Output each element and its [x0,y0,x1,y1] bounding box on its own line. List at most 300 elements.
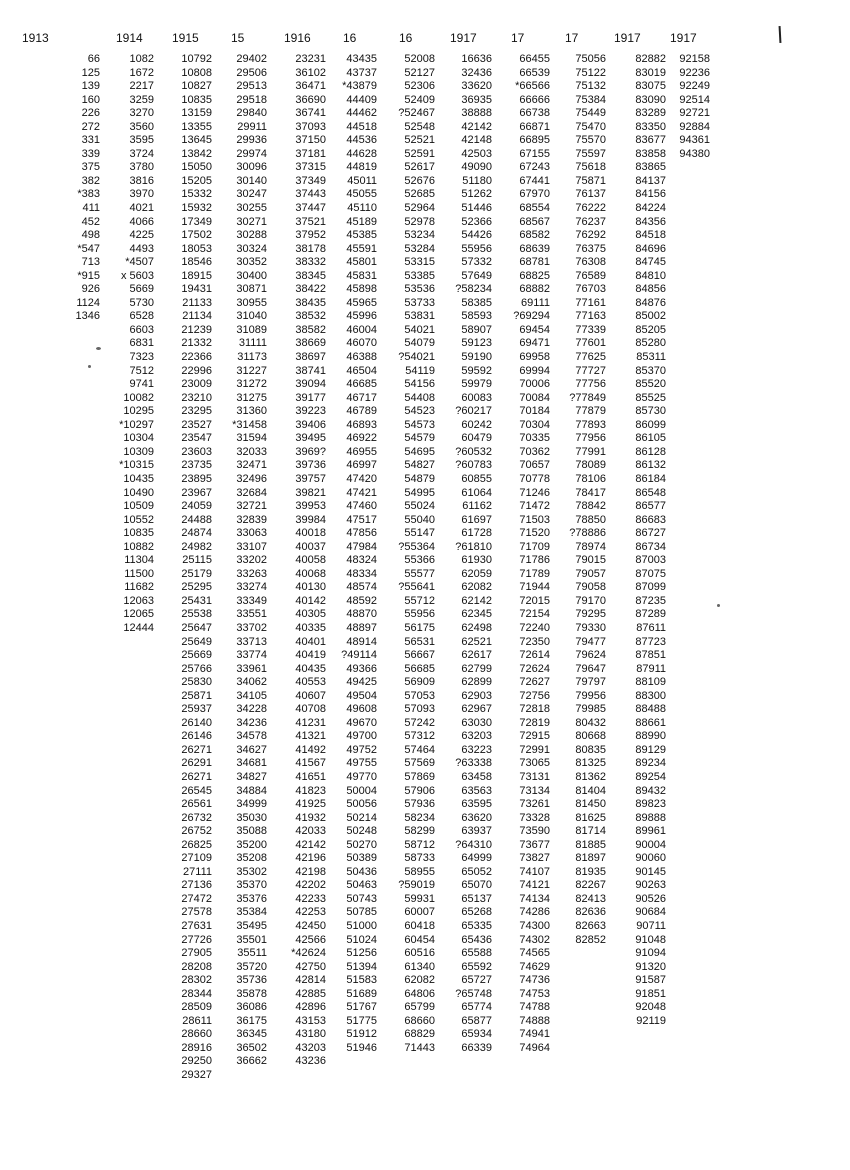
entry: 75122 [575,66,606,79]
entry: 33263 [236,567,267,580]
entry: 72240 [519,621,550,634]
entry: 71944 [519,581,550,594]
entry: ?60532 [455,445,492,458]
entry: 51583 [346,974,377,987]
entry: 66 [87,53,100,65]
scan-speck [88,365,91,368]
entry: *10315 [119,459,154,472]
entry: 50214 [346,811,377,824]
entry: 83090 [635,93,666,106]
entry: 66738 [519,107,550,120]
entry: 7323 [129,351,154,364]
entry: 15332 [181,188,212,201]
entry: 4066 [129,215,154,228]
entry: 5730 [129,296,154,309]
entry: 65436 [461,933,492,946]
entry: 39757 [295,472,326,485]
entry: 36345 [236,1028,267,1041]
entry: 66539 [519,66,550,79]
entry: 35720 [236,960,267,973]
entry: 19431 [181,283,212,296]
entry: 62059 [461,567,492,580]
entry: 41231 [295,716,326,729]
entry: 34105 [236,689,267,702]
entry: 79057 [575,567,606,580]
entry: 51946 [346,1041,377,1054]
entry: 34062 [236,676,267,689]
entry: ?77849 [569,391,606,404]
entry: 78974 [575,540,606,553]
entry: 47460 [346,500,377,513]
entry: 13355 [181,120,212,133]
entry: 72624 [519,662,550,675]
entry: 12063 [123,594,154,607]
entry: 41492 [295,743,326,756]
entry: 60454 [404,933,435,946]
entry: 49504 [346,689,377,702]
entry: 79295 [575,608,606,621]
entry: 35200 [236,838,267,851]
entry: 27726 [181,933,212,946]
entry: 3816 [129,174,154,187]
entry: 139 [81,80,100,93]
entry: 72818 [519,703,550,716]
entry: 39495 [295,432,326,445]
entry: *43879 [342,80,377,93]
entry: 71472 [519,500,550,513]
entry: 52964 [404,202,435,215]
entry: 6528 [129,310,154,323]
entry: 77339 [575,323,606,336]
entry: 57906 [404,784,435,797]
entry: ?64310 [455,838,492,851]
entry: 33274 [236,581,267,594]
entry: 81404 [575,784,606,797]
entry: 32471 [236,459,267,472]
entry: 71503 [519,513,550,526]
entry: 10552 [123,513,154,526]
entry: 80668 [575,730,606,743]
column-entries [150,53,212,1083]
entry: 52521 [404,134,435,147]
entry: 82882 [635,53,666,65]
entry: 51912 [346,1028,377,1041]
entry: 411 [82,202,100,215]
entry: 36502 [236,1041,267,1054]
entry: 74286 [519,906,550,919]
entry: 44462 [346,107,377,120]
entry: 37952 [295,229,326,242]
entry: 33620 [461,80,492,93]
entry: 42750 [295,960,326,973]
entry: 89234 [635,757,666,770]
entry: 36471 [295,80,326,93]
entry: 61930 [461,554,492,567]
entry: 382 [81,174,100,187]
entry: 21133 [182,296,212,309]
entry: 35501 [236,933,267,946]
entry: 60242 [461,418,492,431]
entry: 49755 [346,757,377,770]
entry: 57936 [404,798,435,811]
entry: 45110 [347,202,377,215]
entry: 37349 [295,174,326,187]
column-entries [317,53,377,1055]
entry: 29911 [237,120,267,133]
entry: 79330 [575,621,606,634]
entry: 25649 [181,635,212,648]
entry: 32721 [236,500,267,513]
entry: 125 [81,66,100,79]
entry: 37443 [295,188,326,201]
entry: 75132 [575,80,606,93]
entry: 72991 [519,743,550,756]
entry: 40553 [295,676,326,689]
entry: 38345 [295,269,326,282]
entry: 74888 [519,1014,550,1027]
entry: 66895 [519,134,550,147]
entry: 42142 [461,120,492,133]
entry: 25431 [181,594,212,607]
entry: 92158 [679,53,710,65]
entry: 86105 [635,432,666,445]
entry: 30271 [236,215,267,228]
entry: 91048 [635,933,666,946]
column-header: 1916 [284,31,311,45]
entry: 55040 [404,513,435,526]
entry: 23527 [181,418,212,431]
entry: 50056 [346,798,377,811]
entry: 40037 [295,540,326,553]
entry: 48897 [346,621,377,634]
entry: 42503 [461,147,492,160]
entry: 26561 [181,798,212,811]
entry: 65934 [461,1028,492,1041]
entry: 77161 [575,296,606,309]
entry: 28916 [181,1041,212,1054]
entry: 29250 [181,1055,212,1068]
entry: 73590 [519,825,550,838]
entry: 73827 [519,852,550,865]
entry: 43203 [295,1041,326,1054]
entry: 25295 [181,581,212,594]
entry: 37447 [295,202,326,215]
entry: 11304 [124,554,154,567]
entry: 65070 [461,879,492,892]
column-entries [430,53,492,1055]
entry: ?54021 [398,351,435,364]
entry: 57093 [404,703,435,716]
entry: 51256 [346,947,377,960]
column-header: 1917 [670,31,697,45]
entry: 10827 [181,80,212,93]
entry: 13842 [181,147,212,160]
column-entries [38,53,100,324]
entry: 5669 [129,283,154,296]
column-1 [22,31,100,324]
entry: 94380 [679,147,710,160]
entry: 23967 [181,486,212,499]
entry: 66339 [461,1041,492,1054]
entry: 59979 [461,378,492,391]
entry: 76222 [575,202,606,215]
entry: 56175 [404,621,435,634]
entry: 29402 [236,53,267,65]
entry: 36086 [236,1001,267,1014]
column-header: 1917 [450,31,477,45]
entry: 49670 [346,716,377,729]
entry: 34999 [236,798,267,811]
entry: 56685 [404,662,435,675]
entry: 13645 [181,134,212,147]
entry: 86128 [635,445,666,458]
entry: 375 [81,161,100,174]
entry: 68639 [519,242,550,255]
entry: 75570 [575,134,606,147]
entry: 45055 [346,188,377,201]
entry: 74121 [519,879,550,892]
column-6 [317,31,377,1055]
entry: 53831 [404,310,435,323]
entry: 76375 [575,242,606,255]
entry: 67970 [519,188,550,201]
entry: 52676 [404,174,435,187]
entry: 76589 [575,269,606,282]
entry: 62617 [461,649,492,662]
entry: ?55364 [398,540,435,553]
entry: 27905 [181,947,212,960]
entry: 28302 [181,974,212,987]
entry: 46504 [346,364,377,377]
entry: 1672 [129,66,154,79]
entry: 67441 [519,174,550,187]
entry: 90060 [635,852,666,865]
entry: 32436 [461,66,492,79]
entry: 63458 [461,770,492,783]
entry: 4225 [129,229,154,242]
entry: 7512 [129,364,154,377]
column-entries [373,53,435,1055]
entry: 90711 [636,920,666,932]
entry: 69111 [521,296,550,309]
entry: 452 [81,215,100,228]
entry: 35878 [236,987,267,1000]
entry: 51689 [346,987,377,1000]
entry: 42233 [295,892,326,905]
entry: 36102 [295,66,326,79]
entry: 10490 [123,486,154,499]
entry: 65774 [461,1001,492,1014]
entry: 9741 [129,378,154,391]
entry: 29936 [236,134,267,147]
entry: 85520 [635,378,666,391]
entry: 70184 [519,405,550,418]
entry: 57869 [404,770,435,783]
entry: 68567 [519,215,550,228]
entry: 26291 [181,757,212,770]
entry: 54426 [461,229,492,242]
entry: *383 [77,188,100,201]
entry: 3724 [129,147,154,160]
entry: 23231 [295,53,326,65]
entry: 55147 [404,527,435,540]
entry: 17502 [181,229,212,242]
entry: 65052 [461,865,492,878]
entry: 65799 [404,1001,435,1014]
entry: 26146 [181,730,212,743]
entry: 37181 [295,147,326,160]
entry: 21332 [181,337,212,350]
entry: ?78886 [569,527,606,540]
entry: 79797 [575,676,606,689]
entry: 73134 [519,784,550,797]
entry: 27136 [181,879,212,892]
entry: 79477 [575,635,606,648]
entry: 36741 [295,107,326,120]
entry: 87003 [635,554,666,567]
entry: 47421 [346,486,377,499]
entry: 81897 [575,852,606,865]
entry: 74788 [519,1001,550,1014]
entry: 71246 [519,486,550,499]
entry: 81362 [575,770,606,783]
entry: 39736 [295,459,326,472]
entry: 72756 [519,689,550,702]
entry: 40419 [295,649,326,662]
entry: 75056 [575,53,606,65]
entry: 71789 [519,567,550,580]
entry: 83350 [635,120,666,133]
entry: 12444 [123,621,154,634]
entry: 713 [81,256,100,269]
entry: 58907 [461,323,492,336]
entry: 38332 [295,256,326,269]
entry: 55024 [404,500,435,513]
column-header: 1913 [22,31,49,45]
entry: 90684 [635,906,666,919]
entry: 29506 [236,66,267,79]
entry: 76308 [575,256,606,269]
entry: 38669 [295,337,326,350]
entry: 49366 [346,662,377,675]
entry: 87911 [636,662,666,675]
entry: 53284 [404,242,435,255]
entry: 90145 [635,865,666,878]
entry: 21134 [182,310,212,323]
entry: 52409 [404,93,435,106]
entry: 76137 [575,188,606,201]
entry: *10297 [119,418,154,431]
entry: 73131 [519,770,550,783]
entry: 42142 [295,838,326,851]
entry: 33961 [236,662,267,675]
entry: 40058 [295,554,326,567]
entry: 36175 [236,1014,267,1027]
entry: 38582 [295,323,326,336]
entry: 56667 [404,649,435,662]
entry: x 5603 [120,269,154,282]
entry: 47984 [346,540,377,553]
entry: 39984 [295,513,326,526]
entry: 40435 [295,662,326,675]
entry: 26545 [181,784,212,797]
entry: 52366 [461,215,492,228]
entry: 88300 [635,689,666,702]
entry: 77756 [575,378,606,391]
entry: 39177 [295,391,326,404]
entry: ?61810 [455,540,492,553]
entry: 22366 [181,351,212,364]
entry: 42202 [295,879,326,892]
entry: 54119 [405,364,435,377]
entry: *31458 [232,418,267,431]
entry: 40708 [295,703,326,716]
entry: 57053 [404,689,435,702]
entry: 25871 [181,689,212,702]
entry: 87723 [635,635,666,648]
entry: 52008 [404,53,435,65]
entry: 30096 [236,161,267,174]
entry: 27109 [181,852,212,865]
entry: 69471 [519,337,550,350]
entry: 72819 [519,716,550,729]
entry: 28660 [181,1028,212,1041]
entry: 88109 [635,676,666,689]
entry: 160 [81,93,100,106]
entry: 1082 [129,53,154,65]
entry: 63030 [461,716,492,729]
entry: 10435 [123,472,154,485]
entry: 84745 [635,256,666,269]
entry: ?65748 [455,987,492,1000]
entry: 49090 [461,161,492,174]
entry: 29974 [236,147,267,160]
entry: 42148 [461,134,492,147]
entry: 48592 [346,594,377,607]
entry: 71520 [519,527,550,540]
entry: 51767 [346,1001,377,1014]
entry: 60083 [461,391,492,404]
entry: 62082 [404,974,435,987]
entry: 51262 [461,188,492,201]
entry: 71443 [404,1041,435,1054]
entry: 74753 [519,987,550,1000]
entry: 40305 [295,608,326,621]
entry: 52617 [404,161,435,174]
entry: 84156 [635,188,666,201]
entry: 31272 [236,378,267,391]
entry: 24874 [181,527,212,540]
entry: 38178 [295,242,326,255]
entry: 85370 [635,364,666,377]
column-header: 1914 [116,31,143,45]
entry: 25179 [181,567,212,580]
entry: 76703 [575,283,606,296]
entry: 60516 [404,947,435,960]
entry: 84518 [635,229,666,242]
entry: 75449 [575,107,606,120]
entry: 30871 [236,283,267,296]
entry: 61697 [461,513,492,526]
entry: 3969? [295,445,326,458]
entry: 77163 [575,310,606,323]
entry: 32033 [236,445,267,458]
entry: 50436 [346,865,377,878]
entry: 45801 [346,256,377,269]
entry: 57649 [461,269,492,282]
entry: 37315 [295,161,326,174]
entry: 78850 [575,513,606,526]
